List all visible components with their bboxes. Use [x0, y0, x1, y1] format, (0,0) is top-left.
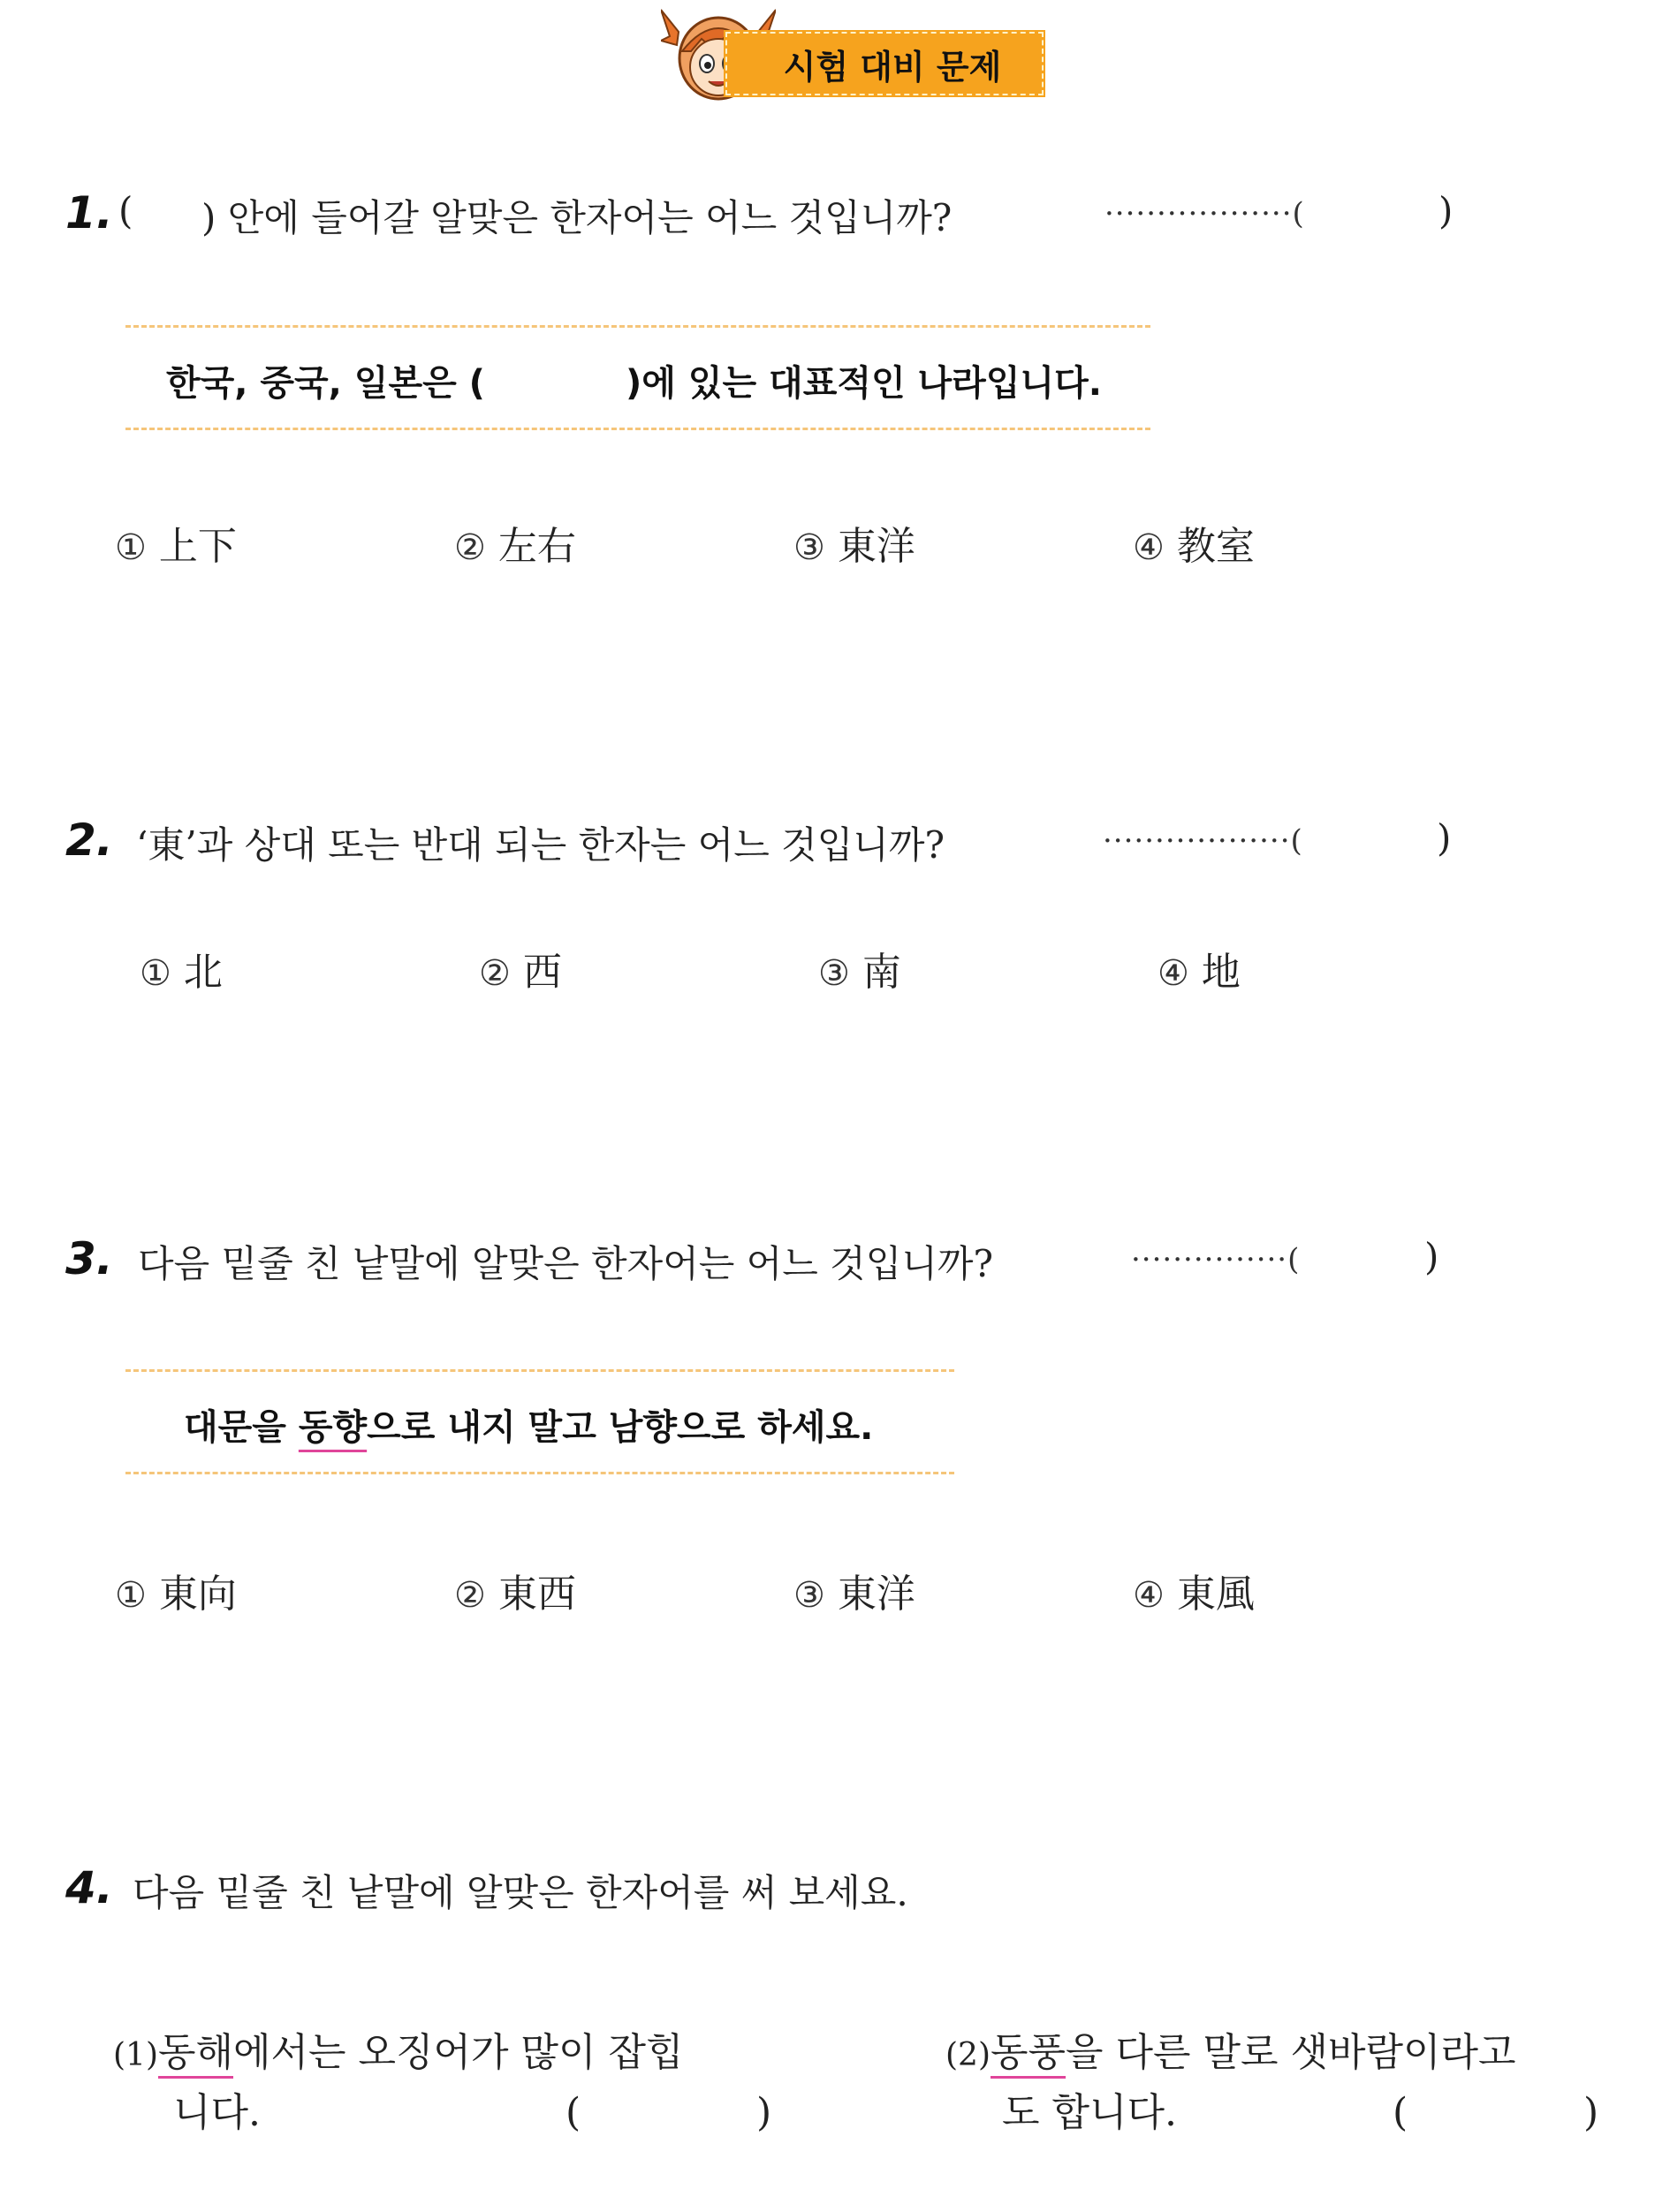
- choice-text: 南: [862, 950, 901, 995]
- q1-box-text-start: 한국, 중국, 일본은 (: [166, 363, 485, 404]
- choice-text: 東西: [497, 1572, 576, 1617]
- q4-sub2-underlined: 동풍: [991, 2030, 1067, 2075]
- q3-box-text-start: 대문을: [184, 1407, 299, 1448]
- q3-underlined-word: 동향: [298, 1407, 368, 1448]
- q3-number: 3.: [65, 1233, 113, 1284]
- choice-number: ③: [793, 527, 825, 568]
- q4-sub1-label: (1): [113, 2037, 158, 2073]
- header-title: 시험 대비 문제: [783, 47, 1002, 87]
- q4-sub2-answer-open[interactable]: (: [1393, 2090, 1408, 2135]
- q4-sub2-text: 을 다른 말로 샛바람이라고: [1066, 2030, 1516, 2075]
- q1-answer-close[interactable]: ): [1438, 189, 1454, 232]
- choice-text: 左右: [497, 524, 576, 569]
- choice-number: ④: [1133, 527, 1165, 568]
- choice-text: 東向: [158, 1572, 237, 1617]
- choice-text: 上下: [158, 524, 237, 569]
- q4-sub1-answer-open[interactable]: (: [566, 2090, 581, 2135]
- header-badge: [725, 32, 1044, 95]
- q4-sub1-line1: [113, 2023, 684, 2086]
- q4-sub2-answer-close[interactable]: ): [1583, 2090, 1599, 2135]
- q1-open-paren: (: [118, 189, 133, 232]
- choice-number: ①: [115, 1575, 147, 1616]
- q4-sub2-line2: 도 합니다.: [1002, 2090, 1177, 2135]
- q2-answer-close[interactable]: ): [1437, 816, 1452, 860]
- q2-question: ‘東’과 상대 또는 반대 되는 한자는 어느 것입니까?: [136, 823, 945, 867]
- q3-answer-dots: ···············(: [1131, 1242, 1301, 1277]
- choice-number: ①: [115, 527, 147, 568]
- choice-text: 北: [183, 950, 223, 995]
- q1-answer-dots: ··················(: [1104, 196, 1305, 231]
- q3-box-sentence: [184, 1399, 873, 1450]
- q3-box-bottom-border: [125, 1472, 954, 1474]
- q1-number: 1.: [65, 187, 113, 239]
- q1-question: ) 안에 들어갈 알맞은 한자어는 어느 것입니까?: [201, 196, 953, 239]
- choice-number: ②: [454, 1575, 486, 1616]
- q1-choice-1[interactable]: [115, 514, 237, 571]
- q1-choice-2[interactable]: [454, 514, 576, 571]
- q1-box-text-end: )에 있는 대표적인 나라입니다.: [626, 363, 1102, 404]
- choice-text: 教室: [1176, 524, 1255, 569]
- q2-choice-1[interactable]: [140, 940, 223, 996]
- q4-sub1-underlined: 동해: [158, 2030, 234, 2075]
- choice-number: ④: [1133, 1575, 1165, 1616]
- q4-sub2-line1: [945, 2023, 1516, 2086]
- choice-number: ④: [1158, 953, 1189, 994]
- choice-text: 西: [522, 950, 562, 995]
- q3-choice-3[interactable]: [793, 1562, 915, 1618]
- choice-text: 東風: [1176, 1572, 1255, 1617]
- q2-answer-dots: ··················(: [1103, 823, 1303, 859]
- choice-text: 東洋: [837, 524, 915, 569]
- choice-text: 地: [1201, 950, 1241, 995]
- q2-choice-4[interactable]: [1158, 940, 1241, 996]
- q1-box-top-border: [125, 325, 1150, 328]
- q3-choice-2[interactable]: [454, 1562, 576, 1618]
- q2-choice-2[interactable]: [479, 940, 562, 996]
- choice-text: 東洋: [837, 1572, 915, 1617]
- q3-answer-close[interactable]: ): [1424, 1235, 1439, 1278]
- choice-number: ①: [140, 953, 171, 994]
- q4-question: 다음 밑줄 친 낱말에 알맞은 한자어를 써 보세요.: [133, 1871, 908, 1914]
- choice-number: ②: [479, 953, 511, 994]
- q3-box-top-border: [125, 1369, 954, 1372]
- q1-choice-3[interactable]: [793, 514, 915, 571]
- q4-sub1-line2: 니다.: [173, 2090, 261, 2135]
- q3-box-text-end: 으로 내지 말고 남향으로 하세요.: [367, 1407, 874, 1448]
- q3-choice-1[interactable]: [115, 1562, 237, 1618]
- choice-number: ③: [818, 953, 850, 994]
- q3-choice-4[interactable]: [1133, 1562, 1255, 1618]
- q4-number: 4.: [65, 1862, 113, 1913]
- choice-number: ③: [793, 1575, 825, 1616]
- q4-sub1-text: 에서는 오징어가 많이 잡힙: [233, 2030, 684, 2075]
- q1-choice-4[interactable]: [1133, 514, 1255, 571]
- q3-question: 다음 밑줄 친 낱말에 알맞은 한자어는 어느 것입니까?: [138, 1242, 993, 1285]
- q1-box-bottom-border: [125, 428, 1150, 430]
- q2-number: 2.: [65, 814, 113, 866]
- choice-number: ②: [454, 527, 486, 568]
- q2-choice-3[interactable]: [818, 940, 901, 996]
- q4-sub1-answer-close[interactable]: ): [756, 2090, 772, 2135]
- q4-sub2-label: (2): [945, 2037, 991, 2073]
